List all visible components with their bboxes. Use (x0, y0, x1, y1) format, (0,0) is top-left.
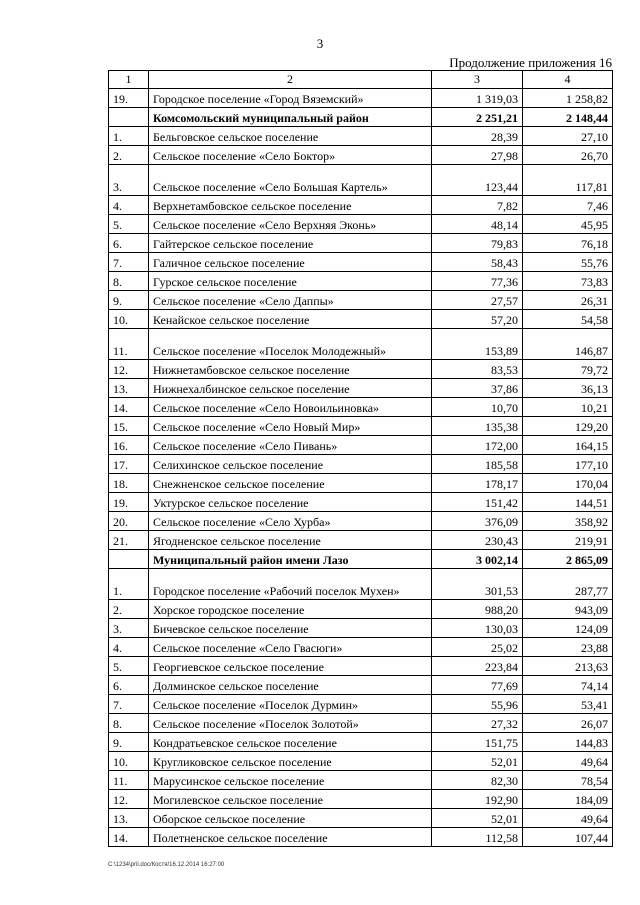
row-number: 7. (109, 695, 149, 714)
table-row (109, 379, 613, 398)
table-row (109, 695, 613, 714)
settlement-name: Уктурское сельское поселение (149, 493, 432, 512)
value-col-3: 55,96 (432, 695, 523, 714)
value-col-3: 7,82 (432, 196, 523, 215)
table-row (109, 360, 613, 379)
value-col-4: 287,77 (523, 569, 613, 600)
row-number: 5. (109, 657, 149, 676)
value-col-4: 55,76 (523, 253, 613, 272)
row-number: 15. (109, 417, 149, 436)
settlement-name: Сельское поселение «Село Новоильиновка» (149, 398, 432, 417)
value-col-4: 107,44 (523, 828, 613, 847)
row-number (109, 108, 149, 127)
table-row (109, 752, 613, 771)
value-col-4: 54,58 (523, 310, 613, 329)
table-row (109, 436, 613, 455)
row-number: 3. (109, 165, 149, 196)
settlement-name: Нижнетамбовское сельское поселение (149, 360, 432, 379)
header-cell-1: 1 (109, 71, 149, 89)
value-col-3: 28,39 (432, 127, 523, 146)
value-col-4: 26,70 (523, 146, 613, 165)
table-row (109, 127, 613, 146)
value-col-4: 27,10 (523, 127, 613, 146)
row-number: 7. (109, 253, 149, 272)
value-col-3: 79,83 (432, 234, 523, 253)
value-col-4: 144,51 (523, 493, 613, 512)
district-row (109, 550, 613, 569)
value-col-4: 10,21 (523, 398, 613, 417)
table-row (109, 531, 613, 550)
value-col-3: 135,38 (432, 417, 523, 436)
page-number: 3 (316, 36, 324, 51)
value-col-4: 219,91 (523, 531, 613, 550)
settlement-name: Хорское городское поселение (149, 600, 432, 619)
row-number: 4. (109, 638, 149, 657)
row-number: 16. (109, 436, 149, 455)
table-row (109, 291, 613, 310)
row-number: 18. (109, 474, 149, 493)
value-col-3: 151,42 (432, 493, 523, 512)
settlement-name: Сельское поселение «Село Боктор» (149, 146, 432, 165)
table-row (109, 638, 613, 657)
value-col-3: 192,90 (432, 790, 523, 809)
value-col-4: 144,83 (523, 733, 613, 752)
header-cell-3: 3 (432, 71, 523, 89)
table-row (109, 676, 613, 695)
table-row (109, 398, 613, 417)
table-row (109, 493, 613, 512)
row-number: 6. (109, 234, 149, 253)
value-col-3: 27,32 (432, 714, 523, 733)
value-col-4: 79,72 (523, 360, 613, 379)
value-col-4: 7,46 (523, 196, 613, 215)
row-number: 21. (109, 531, 149, 550)
value-col-4: 117,81 (523, 165, 613, 196)
table-row (109, 455, 613, 474)
row-number: 4. (109, 196, 149, 215)
value-col-4: 49,64 (523, 752, 613, 771)
value-col-3: 77,69 (432, 676, 523, 695)
row-number: 8. (109, 272, 149, 291)
value-col-3: 57,20 (432, 310, 523, 329)
value-col-3: 223,84 (432, 657, 523, 676)
value-col-3: 153,89 (432, 329, 523, 360)
value-col-4: 124,09 (523, 619, 613, 638)
row-number: 11. (109, 329, 149, 360)
settlement-name: Сельское поселение «Село Большая Картель» (149, 165, 432, 196)
value-col-3: 301,53 (432, 569, 523, 600)
district-row (109, 108, 613, 127)
table-row (109, 714, 613, 733)
settlement-name: Кондратьевское сельское поселение (149, 733, 432, 752)
table-row (109, 417, 613, 436)
settlement-name: Городское поселение «Рабочий поселок Мухен» (149, 569, 432, 600)
settlement-name: Гурское сельское поселение (149, 272, 432, 291)
value-col-4: 73,83 (523, 272, 613, 291)
value-col-4: 26,31 (523, 291, 613, 310)
settlement-name: Муниципальный район имени Лазо (149, 550, 432, 569)
table-header-row (109, 71, 613, 89)
row-number: 2. (109, 600, 149, 619)
value-col-4: 49,64 (523, 809, 613, 828)
table-row (109, 329, 613, 360)
value-col-3: 82,30 (432, 771, 523, 790)
row-number: 17. (109, 455, 149, 474)
settlement-name: Полетненское сельское поселение (149, 828, 432, 847)
value-col-3: 3 002,14 (432, 550, 523, 569)
row-number: 14. (109, 398, 149, 417)
settlement-name: Городское поселение «Город Вяземский» (149, 89, 432, 108)
value-col-3: 52,01 (432, 809, 523, 828)
continuation-label: Продолжение приложения 16 (449, 55, 612, 70)
table-row (109, 196, 613, 215)
table-row (109, 165, 613, 196)
settlement-name: Кругликовское сельское поселение (149, 752, 432, 771)
value-col-3: 77,36 (432, 272, 523, 291)
value-col-3: 58,43 (432, 253, 523, 272)
value-col-3: 2 251,21 (432, 108, 523, 127)
table-row (109, 215, 613, 234)
value-col-4: 1 258,82 (523, 89, 613, 108)
row-number: 19. (109, 89, 149, 108)
table-row (109, 474, 613, 493)
settlement-name: Кенайское сельское поселение (149, 310, 432, 329)
settlement-name: Верхнетамбовское сельское поселение (149, 196, 432, 215)
settlement-name: Сельское поселение «Поселок Золотой» (149, 714, 432, 733)
row-number: 19. (109, 493, 149, 512)
table-body (109, 71, 613, 847)
settlement-name: Селихинское сельское поселение (149, 455, 432, 474)
row-number: 13. (109, 809, 149, 828)
table-row (109, 569, 613, 600)
value-col-3: 27,57 (432, 291, 523, 310)
settlement-name: Комсомольский муниципальный район (149, 108, 432, 127)
table-row (109, 146, 613, 165)
row-number: 3. (109, 619, 149, 638)
value-col-3: 376,09 (432, 512, 523, 531)
table-row (109, 657, 613, 676)
file-path-footer: C:\1234\pril.doc/Костя/16.12.2014 16:27:00 (108, 862, 225, 868)
table-row (109, 253, 613, 272)
row-number: 11. (109, 771, 149, 790)
value-col-4: 78,54 (523, 771, 613, 790)
table-row (109, 310, 613, 329)
value-col-3: 10,70 (432, 398, 523, 417)
settlement-name: Сельское поселение «Село Новый Мир» (149, 417, 432, 436)
row-number: 1. (109, 127, 149, 146)
settlement-name: Нижнехалбинское сельское поселение (149, 379, 432, 398)
value-col-4: 45,95 (523, 215, 613, 234)
value-col-4: 76,18 (523, 234, 613, 253)
value-col-4: 53,41 (523, 695, 613, 714)
settlement-name: Снежненское сельское поселение (149, 474, 432, 493)
settlement-name: Сельское поселение «Село Пивань» (149, 436, 432, 455)
settlement-name: Могилевское сельское поселение (149, 790, 432, 809)
value-col-4: 170,04 (523, 474, 613, 493)
value-col-4: 2 865,09 (523, 550, 613, 569)
settlement-name: Георгиевское сельское поселение (149, 657, 432, 676)
value-col-3: 112,58 (432, 828, 523, 847)
value-col-3: 27,98 (432, 146, 523, 165)
table-row (109, 512, 613, 531)
settlement-name: Оборское сельское поселение (149, 809, 432, 828)
table-row (109, 733, 613, 752)
row-number: 9. (109, 291, 149, 310)
table-row (109, 234, 613, 253)
value-col-3: 185,58 (432, 455, 523, 474)
row-number: 2. (109, 146, 149, 165)
settlement-name: Марусинское сельское поселение (149, 771, 432, 790)
settlement-name: Гайтерское сельское поселение (149, 234, 432, 253)
allocation-table (108, 70, 613, 847)
value-col-4: 184,09 (523, 790, 613, 809)
value-col-4: 26,07 (523, 714, 613, 733)
settlement-name: Бельговское сельское поселение (149, 127, 432, 146)
row-number: 12. (109, 360, 149, 379)
value-col-4: 74,14 (523, 676, 613, 695)
settlement-name: Бичевское сельское поселение (149, 619, 432, 638)
row-number: 12. (109, 790, 149, 809)
row-number: 5. (109, 215, 149, 234)
table-row (109, 600, 613, 619)
value-col-3: 52,01 (432, 752, 523, 771)
value-col-4: 2 148,44 (523, 108, 613, 127)
value-col-4: 213,63 (523, 657, 613, 676)
settlement-name: Сельское поселение «Село Гвасюги» (149, 638, 432, 657)
row-number: 10. (109, 310, 149, 329)
settlement-name: Сельское поселение «Село Даппы» (149, 291, 432, 310)
header-cell-4: 4 (523, 71, 613, 89)
value-col-3: 988,20 (432, 600, 523, 619)
settlement-name: Долминское сельское поселение (149, 676, 432, 695)
settlement-name: Сельское поселение «Поселок Молодежный» (149, 329, 432, 360)
table-row (109, 809, 613, 828)
table-row (109, 272, 613, 291)
settlement-name: Сельское поселение «Село Верхняя Эконь» (149, 215, 432, 234)
value-col-4: 943,09 (523, 600, 613, 619)
value-col-4: 36,13 (523, 379, 613, 398)
row-number: 20. (109, 512, 149, 531)
value-col-3: 172,00 (432, 436, 523, 455)
value-col-4: 358,92 (523, 512, 613, 531)
row-number: 13. (109, 379, 149, 398)
value-col-4: 177,10 (523, 455, 613, 474)
settlement-name: Ягодненское сельское поселение (149, 531, 432, 550)
settlement-name: Сельское поселение «Село Хурба» (149, 512, 432, 531)
value-col-3: 1 319,03 (432, 89, 523, 108)
row-number (109, 550, 149, 569)
row-number: 1. (109, 569, 149, 600)
table-row (109, 771, 613, 790)
settlement-name: Галичное сельское поселение (149, 253, 432, 272)
value-col-3: 151,75 (432, 733, 523, 752)
row-number: 6. (109, 676, 149, 695)
value-col-3: 230,43 (432, 531, 523, 550)
row-number: 9. (109, 733, 149, 752)
value-col-3: 83,53 (432, 360, 523, 379)
value-col-3: 178,17 (432, 474, 523, 493)
value-col-4: 146,87 (523, 329, 613, 360)
table-row (109, 619, 613, 638)
value-col-4: 23,88 (523, 638, 613, 657)
row-number: 8. (109, 714, 149, 733)
header-cell-2: 2 (149, 71, 432, 89)
table-row (109, 790, 613, 809)
value-col-4: 164,15 (523, 436, 613, 455)
value-col-3: 25,02 (432, 638, 523, 657)
row-number: 14. (109, 828, 149, 847)
table-row (109, 89, 613, 108)
value-col-3: 48,14 (432, 215, 523, 234)
value-col-4: 129,20 (523, 417, 613, 436)
value-col-3: 37,86 (432, 379, 523, 398)
settlement-name: Сельское поселение «Поселок Дурмин» (149, 695, 432, 714)
value-col-3: 130,03 (432, 619, 523, 638)
row-number: 10. (109, 752, 149, 771)
value-col-3: 123,44 (432, 165, 523, 196)
table-row (109, 828, 613, 847)
